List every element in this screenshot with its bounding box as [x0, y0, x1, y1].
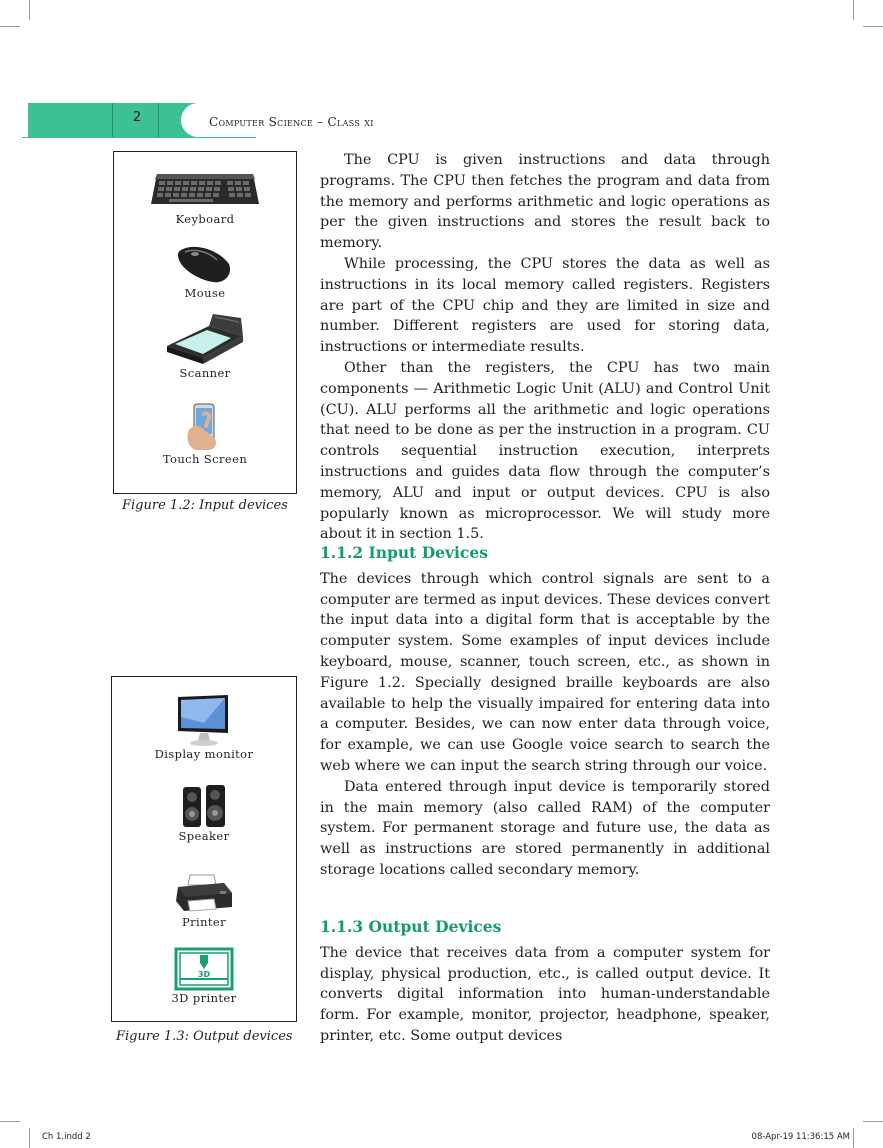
paragraph: While processing, the CPU stores the data as well as instructions in its local memory called registers. Registers are part of the CPU chip and they are limited in size and number. Different registers are used for storing data, instructions or intermediate results. — [320, 255, 770, 356]
header-divider — [112, 103, 113, 137]
figure-item-monitor — [112, 693, 296, 761]
figure-item-mouse — [114, 244, 296, 300]
header-rule — [22, 137, 256, 138]
speaker-icon — [112, 783, 296, 829]
figure-item-touch-screen — [114, 402, 296, 466]
3d-badge: 3D — [197, 970, 211, 979]
figure-caption: Figure 1.2: Input devices — [122, 498, 288, 513]
paragraph: Other than the registers, the CPU has two main components — Arithmetic Logic Unit (ALU) and Control Unit (CU). ALU performs all the arithmetic and logic operations that need to be done as per the instruction in a program. CU controls sequential instruction execution, interprets instructions and guides data flow through the computer’s memory, ALU and input or output devices. CPU is also popularly known as microprocessor. We will study more about it in section 1.5. — [320, 359, 770, 543]
crop-mark — [863, 1121, 883, 1122]
monitor-icon — [112, 693, 296, 747]
figure-label: Keyboard — [175, 212, 235, 226]
paragraph: The device that receives data from a computer system for display, physical production, etc., is called output device. It converts digital information into human-understandable form. For example, monitor, projector, headphone, speaker, printer, etc. Some output devices — [320, 944, 770, 1044]
crop-mark — [29, 1128, 30, 1148]
figure-label: Speaker — [178, 829, 230, 843]
figure-item-3d-printer — [112, 947, 296, 1005]
section-output-devices — [320, 917, 770, 1047]
section-heading: 1.1.2 Input Devices — [320, 543, 488, 562]
figure-label: Scanner — [179, 366, 231, 380]
figure-label: Printer — [181, 915, 227, 929]
mouse-icon — [114, 244, 296, 286]
touch-screen-icon — [114, 402, 296, 452]
figure-item-speaker — [112, 783, 296, 843]
paragraph: Data entered through input device is temporarily stored in the main memory (also called RAM) of the computer system. For permanent storage and future use, the data as well as instructions are stored permanently in additional storage locations called secondary memory. — [320, 778, 770, 878]
paragraph: The devices through which control signals are sent to a computer are termed as input devices. These devices convert the input data into a digital form that is acceptable by the computer system. Some examples of input devices include keyboard, mouse, scanner, touch screen, etc., as shown in Figure 1.2. Specially designed braille keyboards are also available to help the visually impaired for entering data into a computer. Besides, we can now enter data through voice, for example, we can use Google voice search to search the web where we can input the search string through our voice. — [320, 570, 770, 774]
figure-label: Mouse — [184, 286, 226, 300]
crop-mark — [0, 1121, 20, 1122]
footer-file-slug: Ch 1.indd 2 — [42, 1132, 91, 1142]
figure-label: Display monitor — [154, 747, 254, 761]
figure-label: Touch Screen — [162, 452, 248, 466]
figure-item-printer — [112, 873, 296, 929]
section-input-devices — [320, 543, 770, 881]
crop-mark — [29, 0, 30, 20]
printer-icon — [112, 873, 296, 915]
figure-label: 3D printer — [171, 991, 237, 1005]
crop-mark — [863, 26, 883, 27]
figure-item-scanner — [114, 314, 296, 380]
figure-output-devices — [111, 676, 297, 1022]
crop-mark — [853, 0, 854, 20]
scanner-icon — [114, 314, 296, 366]
page-number: 2 — [132, 110, 142, 125]
header-divider — [158, 103, 159, 137]
crop-mark — [0, 26, 20, 27]
footer-timestamp: 08-Apr-19 11:36:15 AM — [751, 1132, 850, 1142]
figure-item-keyboard — [114, 170, 296, 226]
paragraph: The CPU is given instructions and data through programs. The CPU then fetches the program and data from the memory and performs arithmetic and logic operations as per the given instructions and stores the result back to memory. — [320, 152, 770, 252]
keyboard-icon — [114, 170, 296, 210]
main-text-column — [320, 150, 770, 545]
3d-printer-icon — [112, 947, 296, 991]
section-heading: 1.1.3 Output Devices — [320, 917, 502, 936]
crop-mark — [853, 1128, 854, 1148]
figure-caption: Figure 1.3: Output devices — [116, 1029, 293, 1044]
running-title: Computer Science – Class xi — [209, 115, 374, 129]
figure-input-devices — [113, 151, 297, 494]
